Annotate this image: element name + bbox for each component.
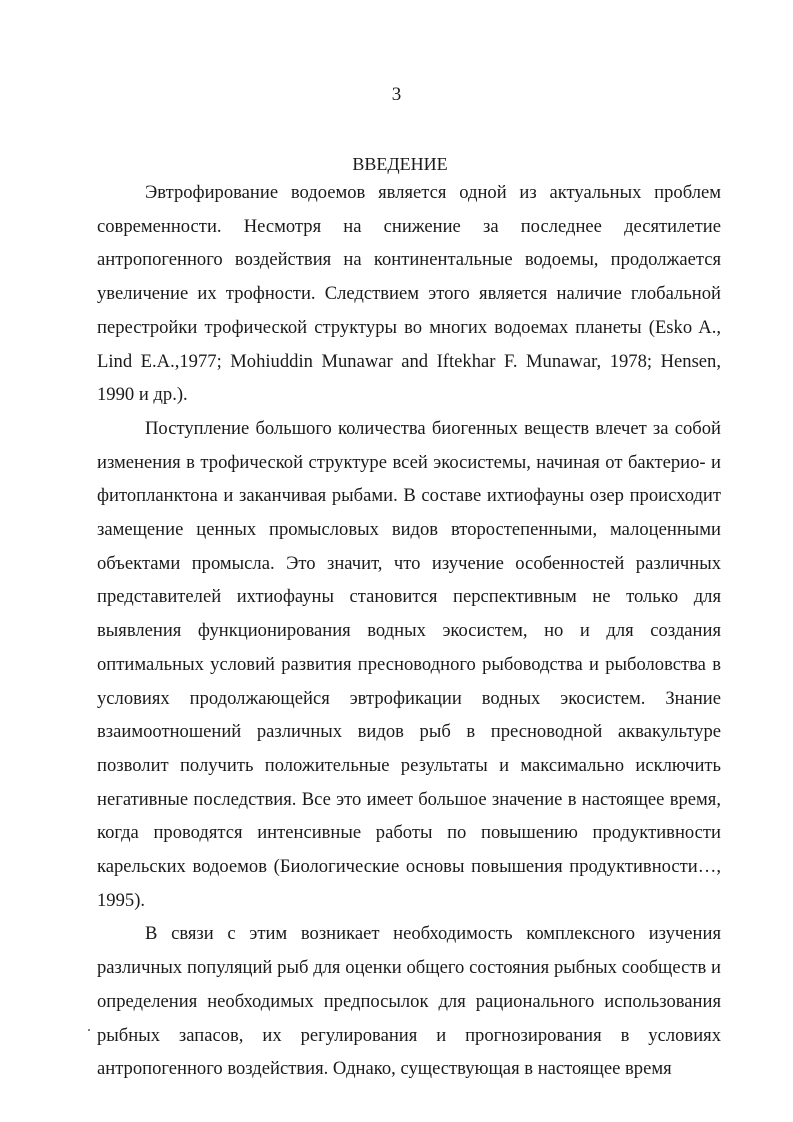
paragraph-3: В связи с этим возникает необходимость комплексного изучения различных популяций рыб для оценки общего состояния рыбных сообществ и определения необходимых предпосылок для рационального использования рыбных запасов, их регулирования и прогнозирования в условиях антропогенного воздействия. Однако, существующая в настоящее время (97, 923, 721, 1080)
scan-speck (88, 1029, 90, 1031)
paragraph-2: Поступление большого количества биогенных веществ влечет за собой изменения в трофической структуре всей экосистемы, начиная от бактерио- и фитопланктона и заканчивая рыбами. В составе ихтиофауны озер происходит замещение ценных промысловых видов второстепенными, малоценными объектами промысла. Это значит, что изучение особенностей различных представителей ихтиофауны становится перспективным не только для выявления функционирования водных экосистем, но и для создания оптимальных условий развития пресноводного рыбоводства и рыболовства в условиях продолжающейся эвтрофикации водных экосистем. Знание взаимоотношений различных видов рыб в пресноводной аквакультуре позволит получить положительные результаты и максимально исключить негативные последствия. Все это имеет большое значение в настоящее время, когда проводятся интенсивные работы по повышению продуктивности карельских водоемов (Биологические основы повышения продуктивности…, 1995). (97, 417, 721, 911)
section-title: ВВЕДЕНИЕ (352, 154, 448, 174)
body-text (97, 176, 721, 1086)
paragraph-1: Эвтрофирование водоемов является одной из актуальных проблем современности. Несмотря на снижение за последнее десятилетие антропогенного воздействия на континентальные водоемы, продолжается увеличение их трофности. Следствием этого является наличие глобальной перестройки трофической структуры во многих водоемах планеты (Esko A., Lind E.A.,1977; Mohiuddin Munawar and Iftekhar F. Munawar, 1978; Hensen, 1990 и др.). (97, 182, 721, 406)
page-number: 3 (391, 84, 402, 105)
